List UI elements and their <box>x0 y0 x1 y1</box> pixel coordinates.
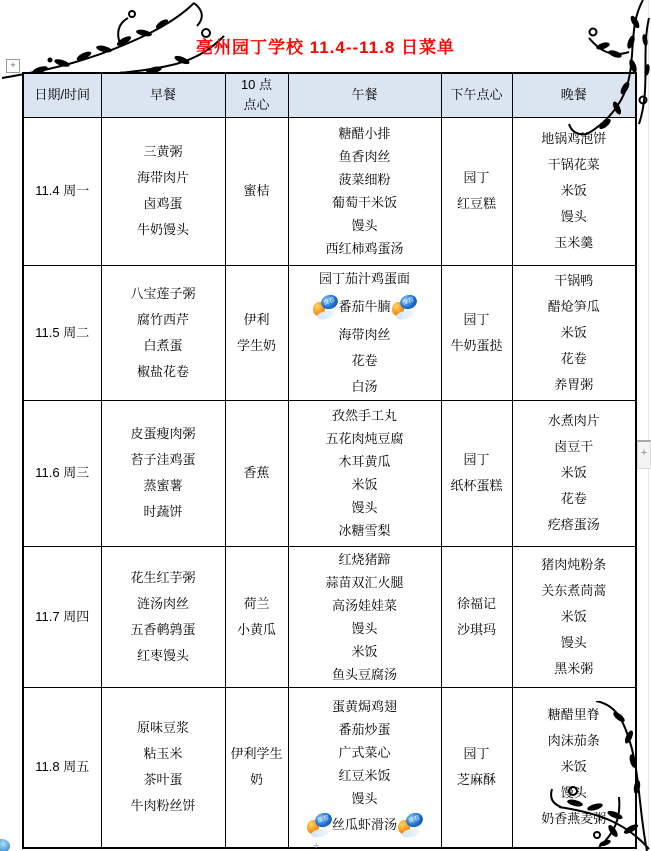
dinner-cell[interactable] <box>512 400 636 546</box>
menu-item: 米饭 <box>560 465 587 480</box>
menu-item: 肉沫茄条 <box>547 733 600 749</box>
menu-item: 牛奶馒头 <box>136 222 189 237</box>
menu-item: 白汤 <box>351 378 378 394</box>
snack-am-cell[interactable] <box>225 117 288 265</box>
insert-row-handle[interactable]: + <box>313 840 320 851</box>
menu-item: 卤豆干 <box>554 439 594 454</box>
menu-item: 米饭 <box>351 477 378 492</box>
lunch-cell[interactable] <box>288 400 441 546</box>
menu-item: 丝瓜虾滑汤 <box>331 817 397 833</box>
dinner-cell[interactable] <box>512 546 636 687</box>
menu-item: 园丁 <box>463 452 490 467</box>
menu-item: 番茄炒蛋 <box>338 721 391 737</box>
menu-item: 纸杯蛋糕 <box>450 478 503 493</box>
menu-item: 糖醋小排 <box>338 126 391 141</box>
menu-item-recommended <box>289 292 441 322</box>
snack-am-cell[interactable] <box>225 400 288 546</box>
menu-item: 馒头 <box>351 500 378 515</box>
menu-item: 蒜苗双汇火腿 <box>325 574 404 590</box>
table-row <box>23 400 636 546</box>
table-row <box>23 117 636 265</box>
menu-item: 五花肉炖豆腐 <box>325 431 404 446</box>
menu-item: 园丁 <box>463 311 490 327</box>
menu-item: 园丁茄汁鸡蛋面 <box>318 270 410 286</box>
menu-item: 涟汤肉丝 <box>136 595 189 611</box>
menu-item: 海带肉丝 <box>338 326 391 342</box>
menu-item: 奶香燕麦粥 <box>541 811 607 827</box>
menu-item: 孜然手工丸 <box>331 408 397 423</box>
menu-item: 养胃粥 <box>554 376 594 392</box>
menu-item: 馒头 <box>351 218 378 233</box>
menu-item: 馒头 <box>560 209 587 224</box>
menu-item: 米饭 <box>560 183 587 198</box>
menu-item: 干锅花菜 <box>547 157 600 172</box>
menu-item: 粘玉米 <box>143 746 183 762</box>
floral-vine-bottom-right-decoration <box>541 701 651 851</box>
breakfast-cell[interactable] <box>101 117 225 265</box>
menu-item: 荷兰 <box>243 595 270 611</box>
menu-item: 八宝莲子粥 <box>130 285 196 301</box>
menu-item: 蜜桔 <box>243 183 270 198</box>
snack-pm-cell[interactable] <box>441 265 512 400</box>
menu-item: 三黄粥 <box>143 144 183 159</box>
snack-pm-cell[interactable] <box>441 117 512 265</box>
menu-item: 糖醋里脊 <box>547 707 600 723</box>
menu-item: 高汤娃娃菜 <box>331 597 397 613</box>
menu-item: 广式菜心 <box>338 744 391 760</box>
menu-item: 白煮蛋 <box>143 337 183 353</box>
lunch-cell[interactable] <box>288 687 441 848</box>
menu-item: 鱼头豆腐汤 <box>331 666 397 682</box>
menu-item: 苔子洼鸡蛋 <box>130 452 196 467</box>
floral-vine-top-right-decoration <box>551 0 651 140</box>
day-cell[interactable]: 11.6 周三 <box>23 400 101 546</box>
menu-item: 馒头 <box>351 620 378 636</box>
header-date-time[interactable]: 日期/时间 <box>23 73 101 117</box>
menu-item: 红豆糕 <box>456 196 496 211</box>
menu-item: 猪肉炖粉条 <box>541 556 607 572</box>
menu-item: 米饭 <box>560 324 587 340</box>
snack-am-cell[interactable] <box>225 687 288 848</box>
menu-item: 小黄瓜 <box>236 621 276 637</box>
menu-item-recommended <box>289 810 441 840</box>
header-snack-10am[interactable]: 10 点 点心 <box>225 73 288 117</box>
menu-item: 菠菜细粉 <box>338 172 391 187</box>
table-row <box>23 265 636 400</box>
menu-item: 沙琪玛 <box>456 621 496 637</box>
snack-pm-cell[interactable] <box>441 687 512 848</box>
recommend-badge-icon: 推荐 <box>306 813 332 837</box>
menu-item: 葡萄干米饭 <box>331 195 397 210</box>
menu-item: 伊利 <box>243 311 270 327</box>
recommend-badge-icon: 推荐 <box>397 813 423 837</box>
menu-item: 馒头 <box>560 785 587 801</box>
menu-item: 牛肉粉丝饼 <box>130 798 196 814</box>
menu-item: 红烧猪蹄 <box>338 551 391 567</box>
menu-item: 地锅鸡泡饼 <box>541 131 607 146</box>
snack-pm-cell[interactable] <box>441 400 512 546</box>
menu-item: 馒头 <box>351 790 378 806</box>
menu-item: 奶 <box>249 772 263 788</box>
menu-item: 花生红芋粥 <box>130 569 196 585</box>
menu-item: 红枣馒头 <box>136 647 189 663</box>
day-cell[interactable]: 11.8 周五 <box>23 687 101 848</box>
menu-item: 西红柿鸡蛋汤 <box>325 241 404 256</box>
menu-item: 米饭 <box>351 643 378 659</box>
menu-item: 疙瘩蛋汤 <box>547 517 600 532</box>
menu-item: 木耳黄瓜 <box>338 454 391 469</box>
menu-item: 红豆米饭 <box>338 767 391 783</box>
menu-item: 冰糖雪梨 <box>338 523 391 538</box>
menu-item: 椒盐花卷 <box>136 363 189 379</box>
day-cell[interactable]: 11.4 周一 <box>23 117 101 265</box>
menu-item: 学生奶 <box>236 337 276 353</box>
menu-item: 醋炝笋瓜 <box>547 298 600 314</box>
menu-item: 茶叶蛋 <box>143 772 183 788</box>
snack-am-cell[interactable] <box>225 546 288 687</box>
header-row <box>23 73 636 117</box>
recommend-badge-icon: 推荐 <box>391 295 417 319</box>
menu-item: 玉米羹 <box>554 235 594 250</box>
clipped-recommend-badge-icon <box>0 839 10 851</box>
header-breakfast[interactable]: 早餐 <box>101 73 225 117</box>
insert-column-handle[interactable]: + <box>637 440 651 469</box>
lunch-cell[interactable] <box>288 265 441 400</box>
menu-item: 芝麻酥 <box>456 772 496 788</box>
day-cell[interactable]: 11.7 周四 <box>23 546 101 687</box>
menu-item: 黑米粥 <box>554 660 594 676</box>
menu-item: 鱼香肉丝 <box>338 149 391 164</box>
menu-item: 五香鹌鹑蛋 <box>130 621 196 637</box>
menu-item: 蒸蜜薯 <box>143 478 183 493</box>
recommend-badge-icon: 推荐 <box>312 295 338 319</box>
menu-item: 皮蛋瘦肉粥 <box>130 426 196 441</box>
menu-item: 蛋黄焗鸡翅 <box>331 698 397 714</box>
header-dinner[interactable]: 晚餐 <box>512 73 636 117</box>
menu-item: 时蔬饼 <box>143 504 183 519</box>
table-move-handle-icon[interactable]: + <box>6 59 20 73</box>
menu-item: 香蕉 <box>243 465 270 480</box>
menu-item: 卤鸡蛋 <box>143 196 183 211</box>
table-row <box>23 546 636 687</box>
snack-am-cell[interactable] <box>225 265 288 400</box>
menu-item: 水煮肉片 <box>547 413 600 428</box>
dinner-cell[interactable] <box>512 265 636 400</box>
lunch-cell[interactable] <box>288 546 441 687</box>
menu-item: 海带肉片 <box>136 170 189 185</box>
header-lunch[interactable]: 午餐 <box>288 73 441 117</box>
menu-item: 牛奶蛋挞 <box>450 337 503 353</box>
breakfast-cell[interactable] <box>101 546 225 687</box>
menu-item: 园丁 <box>463 170 490 185</box>
menu-item: 番茄牛腩 <box>338 298 391 314</box>
menu-item: 园丁 <box>463 746 490 762</box>
page-title: 亳州园丁学校 11.4--11.8 日菜单 <box>195 38 456 57</box>
header-afternoon-snack[interactable]: 下午点心 <box>441 73 512 117</box>
breakfast-cell[interactable] <box>101 265 225 400</box>
breakfast-cell[interactable] <box>101 400 225 546</box>
menu-item: 关东煮茼蒿 <box>541 582 607 598</box>
menu-item: 米饭 <box>560 608 587 624</box>
day-cell[interactable]: 11.5 周二 <box>23 265 101 400</box>
snack-pm-cell[interactable] <box>441 546 512 687</box>
menu-item: 花卷 <box>560 350 587 366</box>
menu-item: 馒头 <box>560 634 587 650</box>
menu-item: 干锅鸭 <box>554 272 594 288</box>
breakfast-cell[interactable] <box>101 687 225 848</box>
menu-item: 原味豆浆 <box>136 720 189 736</box>
menu-item: 米饭 <box>560 759 587 775</box>
menu-item: 徐福记 <box>456 595 496 611</box>
menu-item: 伊利学生 <box>230 746 283 762</box>
menu-item: 花卷 <box>560 491 587 506</box>
menu-item: 花卷 <box>351 352 378 368</box>
lunch-cell[interactable] <box>288 117 441 265</box>
menu-item: 腐竹西芹 <box>136 311 189 327</box>
